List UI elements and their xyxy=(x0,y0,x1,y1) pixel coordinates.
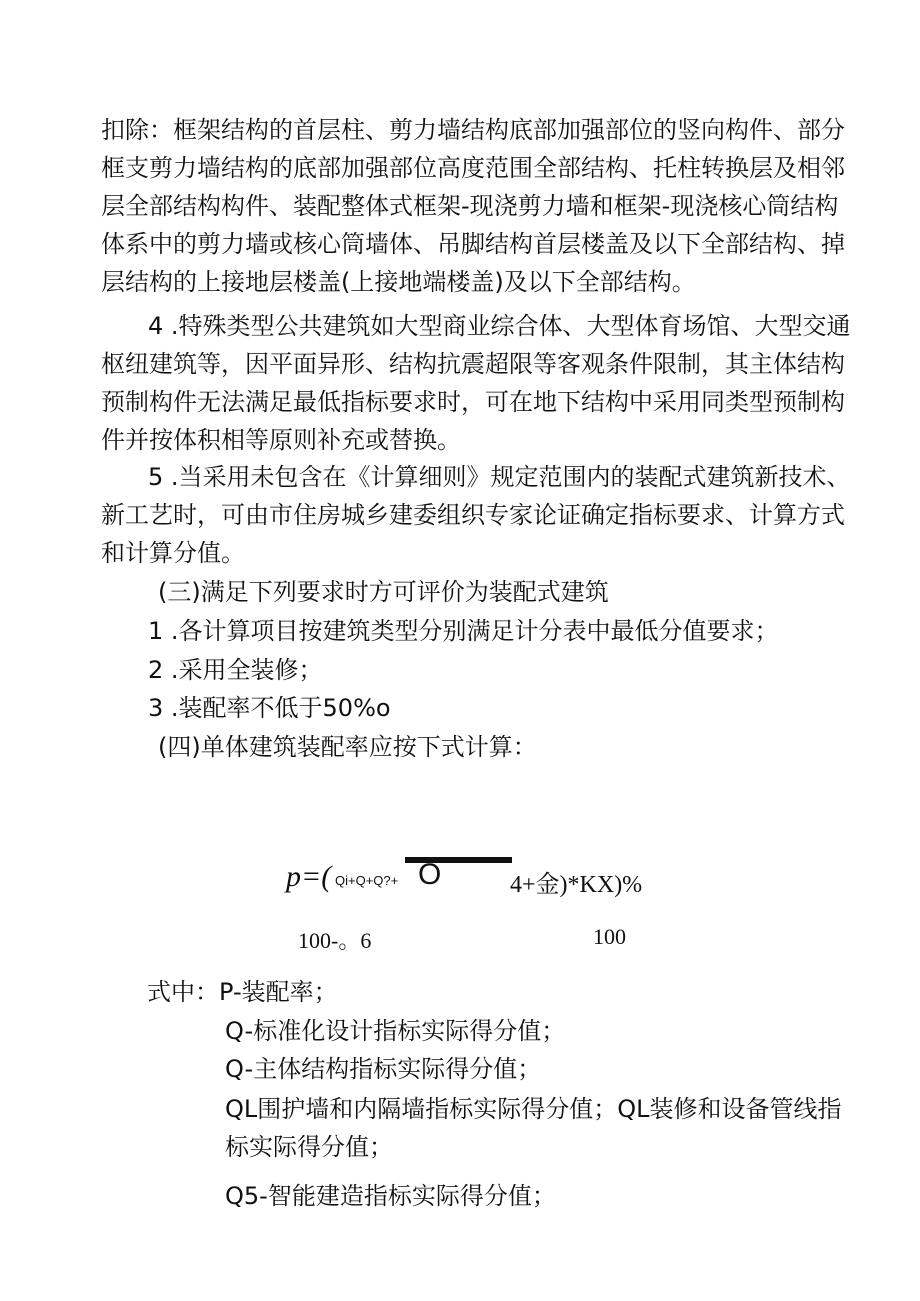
para1-line-5: 层结构的上接地层楼盖(上接地端楼盖)及以下全部结构。 xyxy=(101,268,696,296)
item4-line-1: 4 .特殊类型公共建筑如大型商业综合体、大型体育场馆、大型交通 xyxy=(148,312,851,340)
item5-line-2: 新工艺时，可由市住房城乡建委组织专家论证确定指标要求、计算方式 xyxy=(101,501,845,529)
para1-line-3: 层全部结构构件、装配整体式框架-现浇剪力墙和框架-现浇核心筒结构 xyxy=(101,192,839,220)
section3-heading: (三)满足下列要求时方可评价为装配式建筑 xyxy=(158,578,609,606)
formula-lhs: p=( xyxy=(286,860,332,893)
para1-line-1: 扣除：框架结构的首层柱、剪力墙结构底部加强部位的竖向构件、部分 xyxy=(101,116,845,144)
section3-item-1: 1 .各计算项目按建筑类型分别满足计分表中最低分值要求； xyxy=(148,617,779,645)
para1-line-2: 框支剪力墙结构的底部加强部位高度范围全部结构、托柱转换层及相邻 xyxy=(101,154,845,182)
para1-line-4: 体系中的剪力墙或核心筒墙体、吊脚结构首层楼盖及以下全部结构、掉 xyxy=(101,230,845,258)
formula-denominator-right: 100 xyxy=(593,924,626,949)
formula-denominator-left: 100-。6 xyxy=(298,928,372,953)
legend-intro: 式中：P-装配率； xyxy=(147,978,338,1006)
item4-line-2: 枢纽建筑等，因平面异形、结构抗震超限等客观条件限制，其主体结构 xyxy=(101,350,845,378)
legend-q2: Q-主体结构指标实际得分值； xyxy=(225,1055,542,1083)
section3-item-2: 2 .采用全装修； xyxy=(148,656,323,684)
legend-q34-line-2: 标实际得分值； xyxy=(225,1133,393,1161)
section4-heading: (四)单体建筑装配率应按下式计算： xyxy=(158,733,537,761)
formula-circle: O xyxy=(418,858,442,891)
legend-q1: Q-标准化设计指标实际得分值； xyxy=(225,1017,566,1045)
formula-terms: Qi+Q+Q?+ xyxy=(335,873,399,888)
item5-line-1: 5 .当采用未包含在《计算细则》规定范围内的装配式建筑新技术、 xyxy=(148,463,851,491)
formula-rest: 4+金)*KX)% xyxy=(510,872,643,898)
item4-line-4: 件并按体积相等原则补充或替换。 xyxy=(101,426,461,454)
item5-line-3: 和计算分值。 xyxy=(101,539,245,567)
legend-q5: Q5-智能建造指标实际得分值； xyxy=(225,1182,556,1210)
legend-q34-line-1: QL围护墙和内隔墙指标实际得分值；QL装修和设备管线指 xyxy=(225,1095,842,1123)
section3-item-3: 3 .装配率不低于50%o xyxy=(148,694,391,722)
item4-line-3: 预制构件无法满足最低指标要求时，可在地下结构中采用同类型预制构 xyxy=(101,388,845,416)
